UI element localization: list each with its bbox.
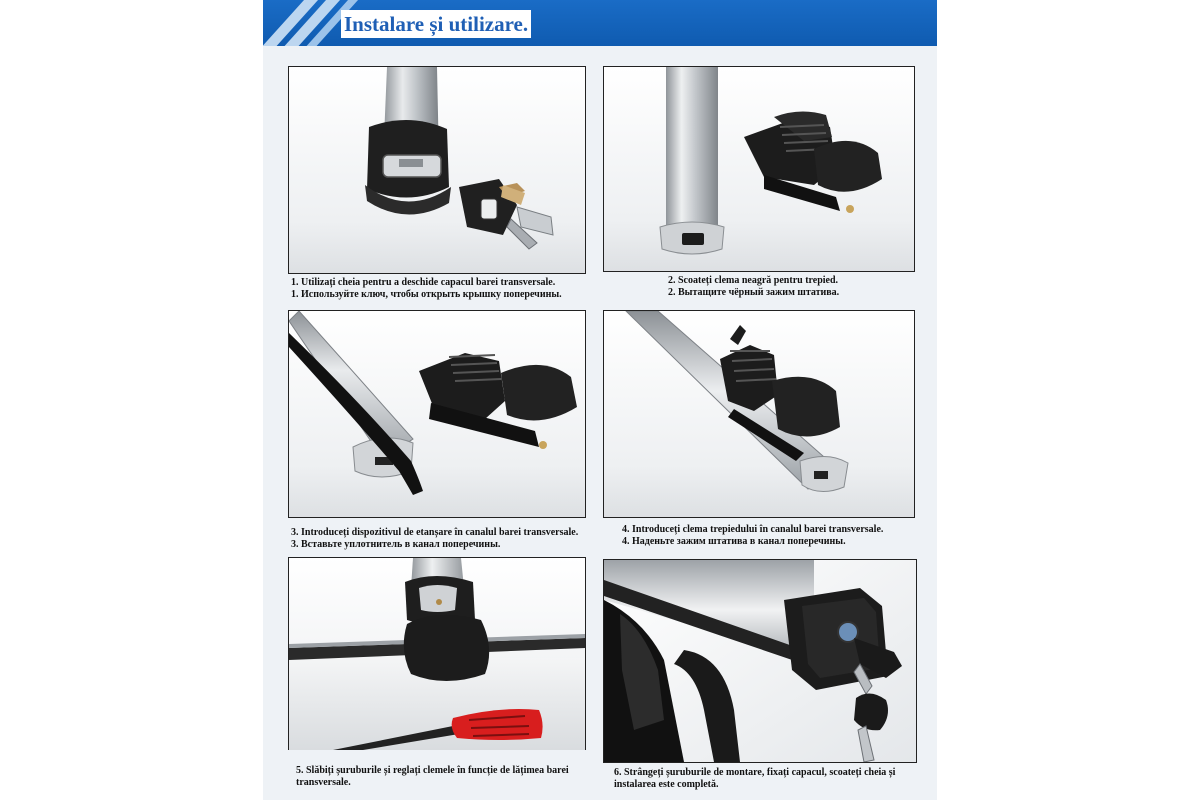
step-2-text-ru: 2. Вытащите чёрный зажим штатива.	[668, 287, 840, 298]
step-6-photo	[603, 559, 917, 763]
step-5-text-ro: 5. Slăbiți șuruburile și reglați clemele în funcție de lățimea barei transversale.	[296, 765, 569, 788]
step-1-caption	[291, 277, 562, 301]
step-3-caption	[291, 527, 578, 551]
step-6-text-ro: 6. Strângeți șuruburile de montare, fixați capacul, scoateți cheia și instalarea este completă.	[614, 767, 896, 790]
step-1-text-ro: 1. Utilizați cheia pentru a deschide capacul barei transversale.	[291, 277, 556, 288]
step-4-photo	[603, 310, 915, 518]
step-2-photo	[603, 66, 915, 272]
step-2-text-ro: 2. Scoateți clema neagră pentru trepied.	[668, 275, 839, 286]
step-6-caption	[614, 767, 924, 791]
step-1-photo	[288, 66, 586, 274]
step-1-text-ru: 1. Используйте ключ, чтобы открыть крышку поперечины.	[291, 289, 562, 300]
step-3-text-ru: 3. Вставьте уплотнитель в канал поперечины.	[291, 539, 501, 550]
step-5-photo	[288, 557, 586, 750]
step-4-caption	[622, 524, 883, 548]
step-4-text-ru: 4. Наденьте зажим штатива в канал поперечины.	[622, 536, 846, 547]
step-3-text-ro: 3. Introduceți dispozitivul de etanșare în canalul barei transversale.	[291, 527, 579, 538]
step-5-caption	[296, 765, 596, 789]
step-4-text-ro: 4. Introduceți clema trepiedului în canalul barei transversale.	[622, 524, 884, 535]
step-2-caption	[668, 275, 839, 299]
page-title: Instalare și utilizare.	[341, 10, 531, 38]
step-3-photo	[288, 310, 586, 518]
